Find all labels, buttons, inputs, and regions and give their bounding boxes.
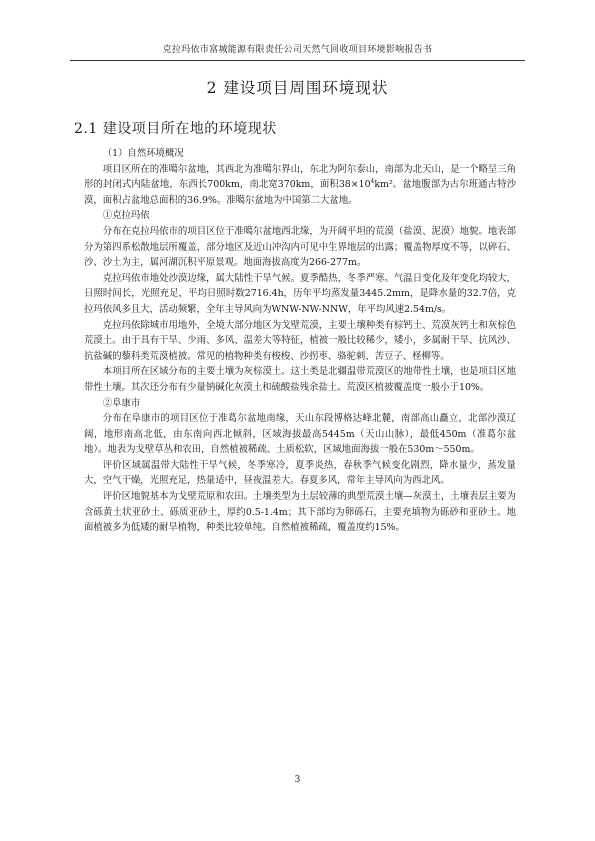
paragraph-basin-tail: km²。盆地腹部为古尔班通古特沙漠，面积占盆地总面积的36.9%。准噶尔盆地为中国第二大盆地。 xyxy=(84,179,516,206)
paragraph-fukang-landform: 分布在阜康市的项目区位于准葛尔盆地南缘，天山东段博格达峰北麓，南部高山矗立，北部沙漠辽阔，地形南高北低，由东南向西北倾斜，区域海拔最高5445m（天山山脉），最低450m（准葛尔盆地）。地表为戈壁草丛和农田，自然植被稀疏、土质松软，区域地面海拔一般在530m～550m。 xyxy=(84,413,516,456)
paragraph-basin-text: 项目区所在的准噶尔盆地，其西北为准噶尔界山，东北为阿尔泰山，南部为北天山，是一个略呈三角形的封闭式内陆盆地，东西长700km，南北宽370km，面积38×10 xyxy=(84,163,516,191)
paragraph-basin xyxy=(84,162,516,209)
running-header: 克拉玛依市富城能源有限责任公司天然气回收项目环境影响报告书 xyxy=(70,40,525,61)
paragraph-karamay-soil: 本项目所在区域分布的主要土壤为灰棕漠土。这土类是北疆温带荒漠区的地带性土壤，也是项目区地带性土壤。其次还分布有少量钠碱化灰漠土和硫酸盐残余盐土。荒漠区植被覆盖度一般小于10%。 xyxy=(84,366,516,393)
paragraph-fukang-soil: 评价区地貌基本为戈壁荒原和农田。土壤类型为土层较薄的典型荒漠土壤—灰漠土，土壤表层主要为含砾黄土状亚砂土、砾质亚砂土，厚约0.5-1.4m；其下部均为卵砾石，主要充填物为砾砂和亚砂土。地面植被多为低矮的耐旱植物，种类比较单纯。自然植被稀疏，覆盖度约15%。 xyxy=(84,491,516,534)
paragraph-karamay-vegetation: 克拉玛依除城市用地外，全境大部分地区为戈壁荒漠，主要土壤种类有棕钙土、荒漠灰钙土和灰棕色荒漠土。由于具有干旱、少雨、多风、温差大等特征，植被一般比较稀少，矮小，多属耐干旱、抗风沙、抗盐碱的藜科类荒漠植被。常见的植物种类有梭梭、沙拐枣、骆驼刺、苦豆子、柽柳等。 xyxy=(84,319,516,362)
chapter-title: 2 建设项目周围环境现状 xyxy=(206,79,389,97)
area-exponent: 4 xyxy=(370,178,375,186)
paragraph-karamay-climate: 克拉玛依市地处沙漠边缘，属大陆性干旱气候。夏季酷热，冬季严寒。气温日变化及年变化均较大，日照时间长，光照充足，平均日照时数2716.4h，历年平均蒸发量3445.2mm，是降水量的32.7倍，克拉玛依风多且大，活动频繁，全年主导风向为WNW-NW-NNW，年平均风速2.54m/s。 xyxy=(84,272,516,315)
section-title: 2.1 建设项目所在地的环境现状 xyxy=(74,121,277,137)
heading-karamay: ①克拉玛依 xyxy=(102,210,150,222)
paragraph-fukang-climate: 评价区域属温带大陆性干旱气候，冬季寒冷，夏季炎热，春秋季气候变化剧烈，降水量少，蒸发量大，空气干燥，光照充足，热量适中，昼夜温差大。春夏多风，常年主导风向为西北风。 xyxy=(84,459,516,487)
heading-fukang: ②阜康市 xyxy=(102,397,141,409)
page-number: 3 xyxy=(294,775,301,785)
paragraph-karamay-landform: 分布在克拉玛依市的项目区位于准噶尔盆地西北缘，为开阔平坦的荒漠（盐漠、泥漠）地貌。地表部分为第四系松散地层所覆盖，部分地区及近山冲沟内可见中生界地层的出露；覆盖物厚度不等，以碎石、沙、沙土为主，属河湖沉积平原景观。地面海拔高度为266-277m。 xyxy=(84,225,516,269)
subsection-title: （1）自然环境概况 xyxy=(102,148,184,159)
body-text xyxy=(84,146,516,536)
